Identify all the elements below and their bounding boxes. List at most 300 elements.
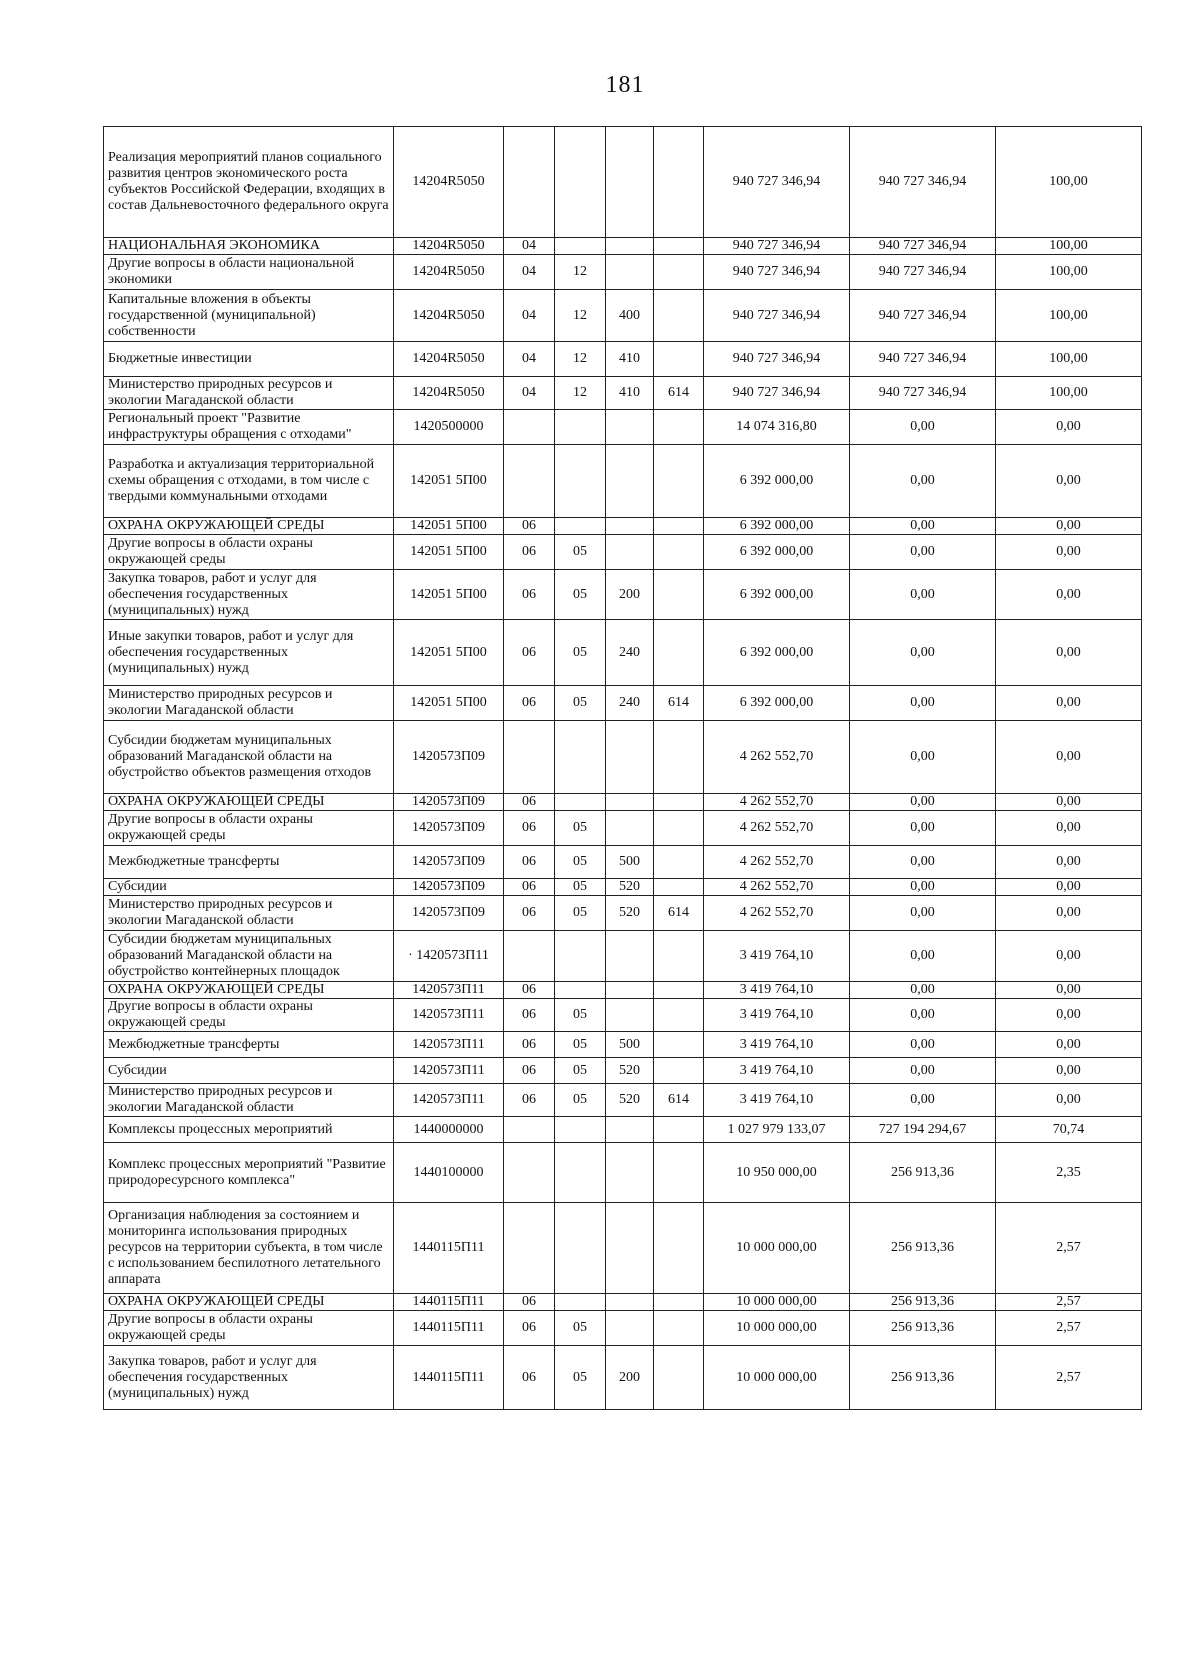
row-ministry-code — [654, 1311, 704, 1346]
row-percent: 0,00 — [996, 518, 1142, 535]
row-code: 14204R5050 — [394, 127, 504, 238]
row-section: 06 — [504, 794, 555, 811]
row-code: 142051 5П00 — [394, 620, 504, 686]
row-section: 06 — [504, 999, 555, 1032]
row-percent: 100,00 — [996, 377, 1142, 410]
row-expense-type — [606, 238, 654, 255]
table-row — [104, 999, 1142, 1032]
row-ministry-code — [654, 290, 704, 342]
row-ministry-code: 614 — [654, 1084, 704, 1117]
row-section — [504, 1117, 555, 1143]
table-row — [104, 1294, 1142, 1311]
row-name: Другие вопросы в области охраны окружающей среды — [104, 999, 394, 1032]
row-ministry-code: 614 — [654, 686, 704, 721]
row-actual-amount: 940 727 346,94 — [850, 290, 996, 342]
row-expense-type — [606, 255, 654, 290]
row-code: 1420573П09 — [394, 896, 504, 931]
row-expense-type: 410 — [606, 377, 654, 410]
row-name: ОХРАНА ОКРУЖАЮЩЕЙ СРЕДЫ — [104, 518, 394, 535]
row-section — [504, 410, 555, 445]
table-row — [104, 896, 1142, 931]
table-row — [104, 1203, 1142, 1294]
row-percent: 0,00 — [996, 445, 1142, 518]
row-subsection: 05 — [555, 1346, 606, 1410]
row-code: 1440115П11 — [394, 1311, 504, 1346]
row-name: Другие вопросы в области охраны окружающей среды — [104, 535, 394, 570]
row-percent: 100,00 — [996, 127, 1142, 238]
row-subsection: 05 — [555, 620, 606, 686]
row-planned-amount: 6 392 000,00 — [704, 570, 850, 620]
row-percent: 0,00 — [996, 1058, 1142, 1084]
table-row — [104, 342, 1142, 377]
row-planned-amount: 6 392 000,00 — [704, 620, 850, 686]
table-row — [104, 1117, 1142, 1143]
row-ministry-code — [654, 570, 704, 620]
table-row — [104, 811, 1142, 846]
row-planned-amount: 6 392 000,00 — [704, 535, 850, 570]
row-subsection: 12 — [555, 255, 606, 290]
row-expense-type — [606, 982, 654, 999]
row-actual-amount: 0,00 — [850, 445, 996, 518]
row-percent: 100,00 — [996, 255, 1142, 290]
row-percent: 2,57 — [996, 1346, 1142, 1410]
row-section: 04 — [504, 377, 555, 410]
table-row — [104, 377, 1142, 410]
row-name: Другие вопросы в области охраны окружающей среды — [104, 1311, 394, 1346]
table-row — [104, 721, 1142, 794]
row-name: Субсидии бюджетам муниципальных образований Магаданской области на обустройство объектов размещения отходов — [104, 721, 394, 794]
row-name: ОХРАНА ОКРУЖАЮЩЕЙ СРЕДЫ — [104, 794, 394, 811]
row-planned-amount: 4 262 552,70 — [704, 879, 850, 896]
row-actual-amount: 0,00 — [850, 686, 996, 721]
row-planned-amount: 3 419 764,10 — [704, 1058, 850, 1084]
row-expense-type — [606, 518, 654, 535]
row-actual-amount: 940 727 346,94 — [850, 127, 996, 238]
row-section: 06 — [504, 686, 555, 721]
row-code: 142051 5П00 — [394, 518, 504, 535]
row-code: · 1420573П11 — [394, 931, 504, 982]
row-ministry-code — [654, 879, 704, 896]
row-subsection — [555, 982, 606, 999]
row-expense-type — [606, 721, 654, 794]
row-subsection: 12 — [555, 377, 606, 410]
row-code: 142051 5П00 — [394, 570, 504, 620]
row-expense-type — [606, 127, 654, 238]
row-subsection: 05 — [555, 535, 606, 570]
row-subsection: 05 — [555, 1032, 606, 1058]
table-row — [104, 127, 1142, 238]
row-name: Организация наблюдения за состоянием и мониторинга использования природных ресурсов на территории субъекта, в том числе с использованием беспилотного летательного аппарата — [104, 1203, 394, 1294]
row-expense-type: 520 — [606, 879, 654, 896]
row-planned-amount: 940 727 346,94 — [704, 377, 850, 410]
row-name: Другие вопросы в области охраны окружающей среды — [104, 811, 394, 846]
row-actual-amount: 727 194 294,67 — [850, 1117, 996, 1143]
row-name: Закупка товаров, работ и услуг для обеспечения государственных (муниципальных) нужд — [104, 570, 394, 620]
row-section: 04 — [504, 342, 555, 377]
row-section — [504, 721, 555, 794]
row-percent: 2,35 — [996, 1143, 1142, 1203]
row-code: 14204R5050 — [394, 290, 504, 342]
row-section — [504, 445, 555, 518]
row-expense-type — [606, 811, 654, 846]
row-code: 142051 5П00 — [394, 445, 504, 518]
row-section: 06 — [504, 982, 555, 999]
row-expense-type: 200 — [606, 1346, 654, 1410]
row-planned-amount: 3 419 764,10 — [704, 999, 850, 1032]
row-section: 06 — [504, 1058, 555, 1084]
row-code: 1440115П11 — [394, 1203, 504, 1294]
table-row — [104, 518, 1142, 535]
row-code: 14204R5050 — [394, 342, 504, 377]
row-actual-amount: 940 727 346,94 — [850, 342, 996, 377]
row-name: Субсидии — [104, 879, 394, 896]
row-code: 1420573П09 — [394, 879, 504, 896]
row-subsection: 05 — [555, 1058, 606, 1084]
row-actual-amount: 0,00 — [850, 518, 996, 535]
row-percent: 0,00 — [996, 931, 1142, 982]
row-name: Капитальные вложения в объекты государственной (муниципальной) собственности — [104, 290, 394, 342]
row-actual-amount: 940 727 346,94 — [850, 377, 996, 410]
row-ministry-code: 614 — [654, 377, 704, 410]
row-actual-amount: 0,00 — [850, 982, 996, 999]
row-percent: 0,00 — [996, 896, 1142, 931]
table-row — [104, 535, 1142, 570]
row-expense-type: 520 — [606, 896, 654, 931]
table-row — [104, 410, 1142, 445]
row-subsection — [555, 1203, 606, 1294]
row-ministry-code — [654, 999, 704, 1032]
row-ministry-code — [654, 410, 704, 445]
row-code: 1440115П11 — [394, 1346, 504, 1410]
row-planned-amount: 3 419 764,10 — [704, 982, 850, 999]
row-actual-amount: 0,00 — [850, 879, 996, 896]
row-code: 142051 5П00 — [394, 686, 504, 721]
row-subsection: 12 — [555, 290, 606, 342]
table-row — [104, 238, 1142, 255]
row-code: 1440000000 — [394, 1117, 504, 1143]
row-planned-amount: 940 727 346,94 — [704, 290, 850, 342]
row-planned-amount: 3 419 764,10 — [704, 931, 850, 982]
row-name: Межбюджетные трансферты — [104, 846, 394, 879]
row-subsection: 05 — [555, 570, 606, 620]
table-row — [104, 290, 1142, 342]
table-row — [104, 794, 1142, 811]
row-planned-amount: 4 262 552,70 — [704, 721, 850, 794]
row-actual-amount: 0,00 — [850, 620, 996, 686]
row-actual-amount: 940 727 346,94 — [850, 255, 996, 290]
table-row — [104, 1058, 1142, 1084]
row-planned-amount: 3 419 764,10 — [704, 1032, 850, 1058]
row-actual-amount: 0,00 — [850, 896, 996, 931]
table-row — [104, 445, 1142, 518]
row-subsection: 05 — [555, 999, 606, 1032]
row-planned-amount: 4 262 552,70 — [704, 794, 850, 811]
row-section: 04 — [504, 290, 555, 342]
row-expense-type: 240 — [606, 620, 654, 686]
row-name: Другие вопросы в области национальной экономики — [104, 255, 394, 290]
row-section: 06 — [504, 535, 555, 570]
row-expense-type — [606, 445, 654, 518]
row-ministry-code — [654, 846, 704, 879]
row-code: 1440100000 — [394, 1143, 504, 1203]
row-planned-amount: 940 727 346,94 — [704, 255, 850, 290]
row-actual-amount: 256 913,36 — [850, 1346, 996, 1410]
row-section: 04 — [504, 255, 555, 290]
row-planned-amount: 6 392 000,00 — [704, 518, 850, 535]
row-code: 1420573П11 — [394, 1032, 504, 1058]
row-name: Комплекс процессных мероприятий "Развитие природоресурсного комплекса" — [104, 1143, 394, 1203]
row-name: ОХРАНА ОКРУЖАЮЩЕЙ СРЕДЫ — [104, 982, 394, 999]
table-row — [104, 686, 1142, 721]
row-subsection: 05 — [555, 1311, 606, 1346]
row-percent: 0,00 — [996, 846, 1142, 879]
row-percent: 0,00 — [996, 686, 1142, 721]
row-planned-amount: 4 262 552,70 — [704, 811, 850, 846]
row-planned-amount: 3 419 764,10 — [704, 1084, 850, 1117]
row-ministry-code — [654, 1294, 704, 1311]
row-expense-type — [606, 410, 654, 445]
row-section: 06 — [504, 1084, 555, 1117]
table-row — [104, 982, 1142, 999]
row-section: 06 — [504, 879, 555, 896]
row-percent: 100,00 — [996, 238, 1142, 255]
row-percent: 2,57 — [996, 1294, 1142, 1311]
row-expense-type — [606, 1294, 654, 1311]
row-ministry-code — [654, 721, 704, 794]
row-subsection — [555, 794, 606, 811]
row-expense-type: 410 — [606, 342, 654, 377]
row-subsection — [555, 238, 606, 255]
row-code: 1420573П09 — [394, 811, 504, 846]
row-planned-amount: 1 027 979 133,07 — [704, 1117, 850, 1143]
row-subsection: 05 — [555, 846, 606, 879]
row-actual-amount: 256 913,36 — [850, 1311, 996, 1346]
row-planned-amount: 10 000 000,00 — [704, 1346, 850, 1410]
row-ministry-code — [654, 255, 704, 290]
row-ministry-code — [654, 811, 704, 846]
row-actual-amount: 0,00 — [850, 999, 996, 1032]
row-subsection — [555, 1117, 606, 1143]
row-name: Бюджетные инвестиции — [104, 342, 394, 377]
row-planned-amount: 6 392 000,00 — [704, 686, 850, 721]
row-ministry-code — [654, 794, 704, 811]
row-ministry-code — [654, 1032, 704, 1058]
row-expense-type: 520 — [606, 1058, 654, 1084]
row-subsection — [555, 445, 606, 518]
row-ministry-code — [654, 127, 704, 238]
row-subsection — [555, 931, 606, 982]
row-percent: 0,00 — [996, 1032, 1142, 1058]
row-planned-amount: 940 727 346,94 — [704, 342, 850, 377]
row-code: 1420573П11 — [394, 999, 504, 1032]
row-expense-type: 400 — [606, 290, 654, 342]
row-section: 06 — [504, 1346, 555, 1410]
row-section: 06 — [504, 1294, 555, 1311]
row-actual-amount: 0,00 — [850, 410, 996, 445]
row-actual-amount: 0,00 — [850, 1032, 996, 1058]
row-ministry-code — [654, 620, 704, 686]
row-ministry-code — [654, 1143, 704, 1203]
row-ministry-code — [654, 1117, 704, 1143]
row-ministry-code — [654, 1058, 704, 1084]
row-section: 06 — [504, 620, 555, 686]
row-expense-type — [606, 794, 654, 811]
row-name: Разработка и актуализация территориальной схемы обращения с отходами, в том числе с твердыми коммунальными отходами — [104, 445, 394, 518]
row-code: 1420573П09 — [394, 721, 504, 794]
row-subsection — [555, 410, 606, 445]
row-name: НАЦИОНАЛЬНАЯ ЭКОНОМИКА — [104, 238, 394, 255]
row-ministry-code — [654, 238, 704, 255]
row-actual-amount: 940 727 346,94 — [850, 238, 996, 255]
row-actual-amount: 0,00 — [850, 570, 996, 620]
row-code: 1420573П09 — [394, 794, 504, 811]
row-subsection: 05 — [555, 896, 606, 931]
row-name: Министерство природных ресурсов и экологии Магаданской области — [104, 686, 394, 721]
table-row — [104, 1346, 1142, 1410]
row-expense-type: 520 — [606, 1084, 654, 1117]
row-planned-amount: 940 727 346,94 — [704, 238, 850, 255]
budget-table — [103, 126, 1142, 1410]
row-name: Реализация мероприятий планов социального развития центров экономического роста субъектов Российской Федерации, входящих в состав Дальневосточного федерального округа — [104, 127, 394, 238]
table-row — [104, 620, 1142, 686]
row-code: 1420573П09 — [394, 846, 504, 879]
row-code: 1420573П11 — [394, 1084, 504, 1117]
table-row — [104, 931, 1142, 982]
row-percent: 0,00 — [996, 794, 1142, 811]
row-code: 1420500000 — [394, 410, 504, 445]
row-expense-type: 500 — [606, 846, 654, 879]
row-ministry-code — [654, 535, 704, 570]
row-section: 06 — [504, 1032, 555, 1058]
row-actual-amount: 0,00 — [850, 535, 996, 570]
row-subsection: 12 — [555, 342, 606, 377]
row-planned-amount: 4 262 552,70 — [704, 846, 850, 879]
row-expense-type: 200 — [606, 570, 654, 620]
row-percent: 2,57 — [996, 1203, 1142, 1294]
row-percent: 0,00 — [996, 570, 1142, 620]
row-expense-type: 240 — [606, 686, 654, 721]
row-percent: 0,00 — [996, 879, 1142, 896]
row-planned-amount: 14 074 316,80 — [704, 410, 850, 445]
row-expense-type — [606, 1117, 654, 1143]
row-expense-type — [606, 999, 654, 1032]
row-actual-amount: 0,00 — [850, 1084, 996, 1117]
row-actual-amount: 256 913,36 — [850, 1294, 996, 1311]
row-ministry-code — [654, 518, 704, 535]
row-percent: 2,57 — [996, 1311, 1142, 1346]
row-ministry-code — [654, 342, 704, 377]
row-subsection — [555, 1143, 606, 1203]
row-expense-type — [606, 1143, 654, 1203]
row-subsection — [555, 127, 606, 238]
row-planned-amount: 4 262 552,70 — [704, 896, 850, 931]
row-actual-amount: 0,00 — [850, 794, 996, 811]
row-percent: 100,00 — [996, 342, 1142, 377]
row-subsection: 05 — [555, 686, 606, 721]
row-subsection — [555, 1294, 606, 1311]
row-section: 04 — [504, 238, 555, 255]
row-section — [504, 1203, 555, 1294]
row-section: 06 — [504, 896, 555, 931]
row-expense-type — [606, 1311, 654, 1346]
row-code: 1420573П11 — [394, 982, 504, 999]
row-percent: 0,00 — [996, 1084, 1142, 1117]
row-planned-amount: 10 000 000,00 — [704, 1294, 850, 1311]
row-section: 06 — [504, 811, 555, 846]
row-ministry-code — [654, 931, 704, 982]
row-section: 06 — [504, 1311, 555, 1346]
row-actual-amount: 0,00 — [850, 931, 996, 982]
row-planned-amount: 10 000 000,00 — [704, 1311, 850, 1346]
row-name: Министерство природных ресурсов и экологии Магаданской области — [104, 377, 394, 410]
row-percent: 0,00 — [996, 535, 1142, 570]
row-ministry-code: 614 — [654, 896, 704, 931]
table-row — [104, 255, 1142, 290]
row-percent: 0,00 — [996, 620, 1142, 686]
row-planned-amount: 10 000 000,00 — [704, 1203, 850, 1294]
row-code: 142051 5П00 — [394, 535, 504, 570]
row-section: 06 — [504, 518, 555, 535]
row-code: 14204R5050 — [394, 377, 504, 410]
row-subsection — [555, 518, 606, 535]
row-code: 1440115П11 — [394, 1294, 504, 1311]
row-percent: 0,00 — [996, 811, 1142, 846]
row-actual-amount: 256 913,36 — [850, 1143, 996, 1203]
table-row — [104, 570, 1142, 620]
row-name: Иные закупки товаров, работ и услуг для обеспечения государственных (муниципальных) нужд — [104, 620, 394, 686]
table-row — [104, 1311, 1142, 1346]
row-percent: 70,74 — [996, 1117, 1142, 1143]
row-section: 06 — [504, 846, 555, 879]
table-row — [104, 846, 1142, 879]
row-subsection: 05 — [555, 811, 606, 846]
row-section — [504, 1143, 555, 1203]
row-name: Закупка товаров, работ и услуг для обеспечения государственных (муниципальных) нужд — [104, 1346, 394, 1410]
row-actual-amount: 0,00 — [850, 811, 996, 846]
row-code: 1420573П11 — [394, 1058, 504, 1084]
row-ministry-code — [654, 1203, 704, 1294]
row-name: Субсидии — [104, 1058, 394, 1084]
row-name: Субсидии бюджетам муниципальных образований Магаданской области на обустройство контейнерных площадок — [104, 931, 394, 982]
row-actual-amount: 0,00 — [850, 1058, 996, 1084]
row-actual-amount: 0,00 — [850, 846, 996, 879]
row-section: 06 — [504, 570, 555, 620]
row-expense-type — [606, 535, 654, 570]
row-ministry-code — [654, 1346, 704, 1410]
page-number: 181 — [605, 72, 645, 98]
row-name: Министерство природных ресурсов и экологии Магаданской области — [104, 1084, 394, 1117]
row-planned-amount: 10 950 000,00 — [704, 1143, 850, 1203]
row-expense-type: 500 — [606, 1032, 654, 1058]
row-percent: 0,00 — [996, 410, 1142, 445]
row-name: Министерство природных ресурсов и экологии Магаданской области — [104, 896, 394, 931]
row-percent: 0,00 — [996, 721, 1142, 794]
row-ministry-code — [654, 982, 704, 999]
table-row — [104, 1084, 1142, 1117]
row-expense-type — [606, 1203, 654, 1294]
row-subsection — [555, 721, 606, 794]
table-row — [104, 1143, 1142, 1203]
table-row — [104, 879, 1142, 896]
row-name: ОХРАНА ОКРУЖАЮЩЕЙ СРЕДЫ — [104, 1294, 394, 1311]
row-planned-amount: 6 392 000,00 — [704, 445, 850, 518]
row-expense-type — [606, 931, 654, 982]
row-actual-amount: 256 913,36 — [850, 1203, 996, 1294]
row-subsection: 05 — [555, 1084, 606, 1117]
row-name: Региональный проект "Развитие инфраструктуры обращения с отходами" — [104, 410, 394, 445]
row-name: Межбюджетные трансферты — [104, 1032, 394, 1058]
row-name: Комплексы процессных мероприятий — [104, 1117, 394, 1143]
